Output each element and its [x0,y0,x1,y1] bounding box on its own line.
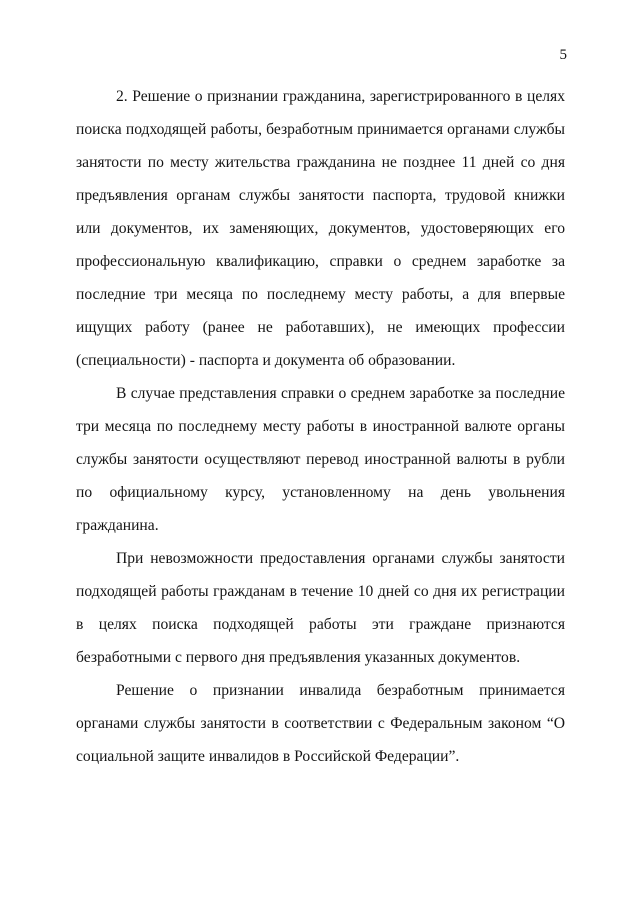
paragraph-disabled-citizen: Решение о признании инвалида безработным принимается органами службы занятости в соответствии с Федеральным законом “О социальной защите инвалидов в Российской Федерации”. [76,682,565,765]
document-body [76,80,565,773]
page-number: 5 [559,47,567,63]
paragraph-no-suitable-work: При невозможности предоставления органами службы занятости подходящей работы гражданам в течение 10 дней со дня их регистрации в целях поиска подходящей работы эти граждане признаются безработными с первого дня предъявления указанных документов. [76,550,565,666]
paragraph-foreign-currency: В случае представления справки о среднем заработке за последние три месяца по последнему месту работы в иностранной валюте органы службы занятости осуществляют перевод иностранной валюты в рубли по официальному курсу, установленному на день увольнения гражданина. [76,385,565,534]
paragraph-registration-decision: 2. Решение о признании гражданина, зарегистрированного в целях поиска подходящей работы, безработным принимается органами службы занятости по месту жительства гражданина не позднее 11 дней со дня предъявления органам службы занятости паспорта, трудовой книжки или документов, их заменяющих, документов, удостоверяющих его профессиональную квалификацию, справки о среднем заработке за последние три месяца по последнему месту работы, а для впервые ищущих работу (ранее не работавших), не имеющих профессии (специальности) - паспорта и документа об образовании. [76,88,565,369]
